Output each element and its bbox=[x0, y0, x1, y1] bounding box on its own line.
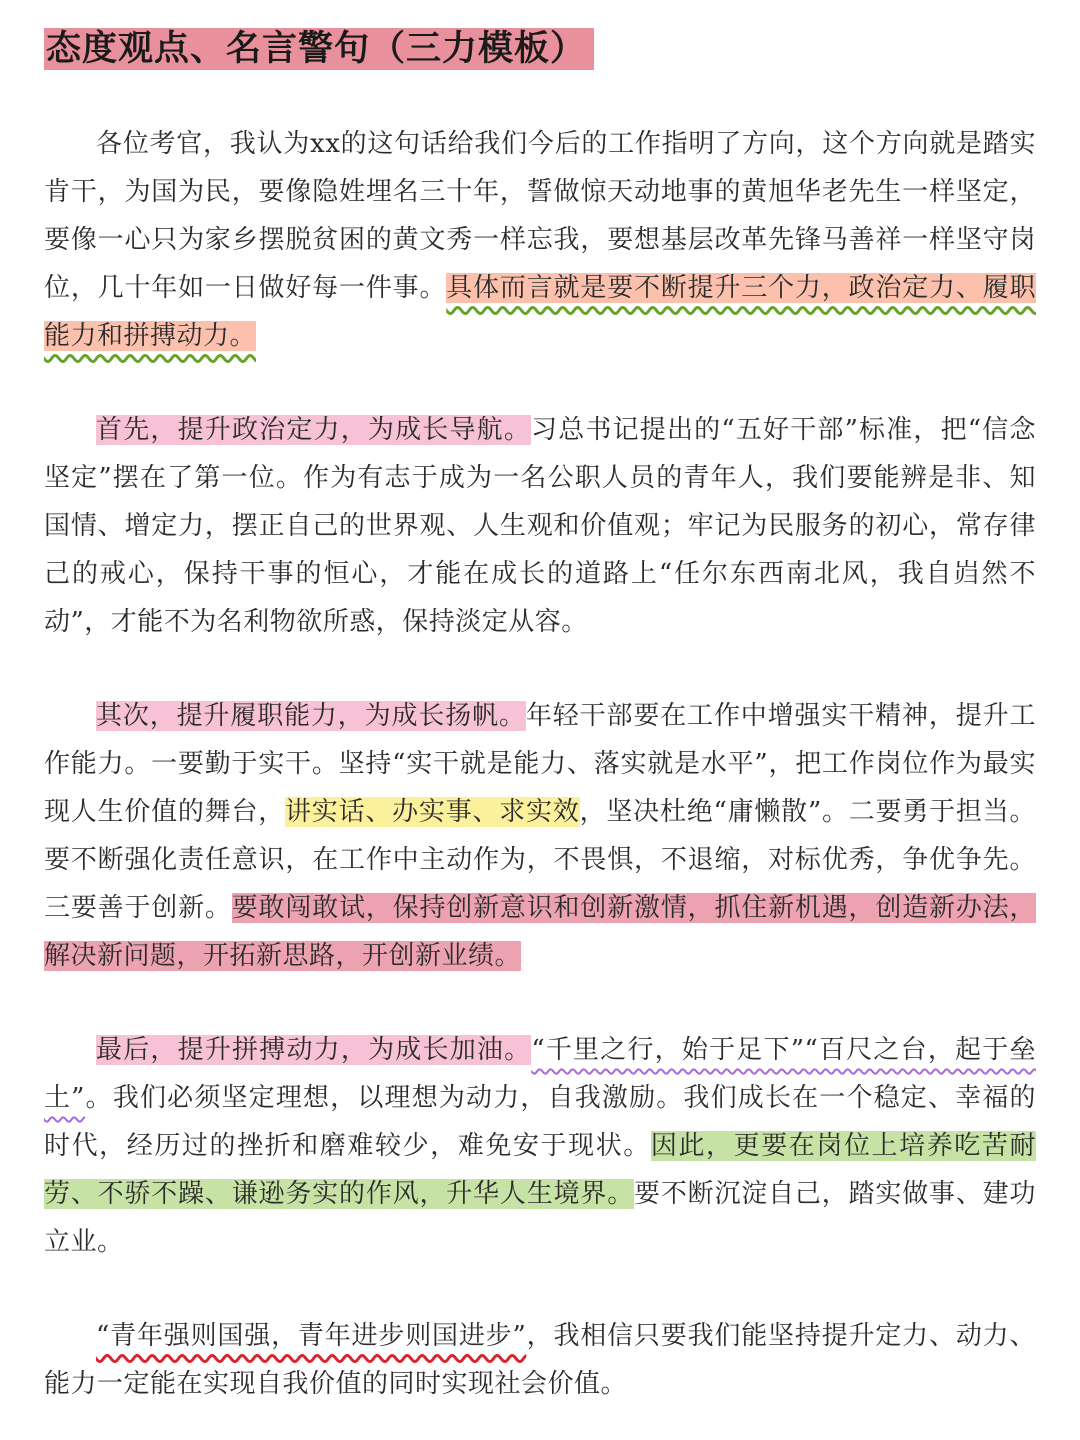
motivation-heading: 最后，提升拼搏动力，为成长加油。 bbox=[96, 1035, 532, 1065]
paragraph-conclusion bbox=[44, 1312, 1036, 1408]
conclusion-quote: “青年强则国强，青年进步则国进步” bbox=[96, 1321, 527, 1351]
motivation-quote: “千里之行，始于足下”“百尺之台，起于垒土” bbox=[44, 1035, 1036, 1113]
paragraph-intro bbox=[44, 120, 1036, 360]
ability-text-a: 年轻干部要在工作中增强实干精神，提升工作能力。一要勤于实干。坚持“实干就是能力、落实就是水平”，把工作岗位作为最实现人生价值的舞台， bbox=[44, 701, 1036, 827]
ability-heading: 其次，提升履职能力，为成长扬帆。 bbox=[96, 701, 526, 731]
intro-highlight: 具体而言就是要不断提升三个力，政治定力、履职能力和拼搏动力。 bbox=[44, 273, 1036, 351]
motivation-text-b: 要不断沉淀自己，踏实做事、建功立业。 bbox=[44, 1179, 1036, 1257]
paragraph-motivation bbox=[44, 1026, 1036, 1266]
page-title: 态度观点、名言警句（三力模板） bbox=[44, 28, 594, 70]
motivation-text-a: 。我们必须坚定理想，以理想为动力，自我激励。我们成长在一个稳定、幸福的时代，经历过的挫折和磨难较少，难免安于现状。 bbox=[44, 1083, 1036, 1161]
paragraph-political bbox=[44, 406, 1036, 646]
paragraph-ability bbox=[44, 692, 1036, 980]
ability-highlight-rose: 要敢闯敢试，保持创新意识和创新激情，抓住新机遇，创造新办法，解决新问题，开拓新思路，开创新业绩。 bbox=[44, 893, 1036, 971]
ability-highlight-yellow: 讲实话、办实事、求实效 bbox=[285, 797, 580, 827]
motivation-highlight-green: 因此，更要在岗位上培养吃苦耐劳、不骄不躁、谦逊务实的作风，升华人生境界。 bbox=[44, 1131, 1036, 1209]
intro-text: 各位考官，我认为xx的这句话给我们今后的工作指明了方向，这个方向就是踏实肯干，为国为民，要像隐姓埋名三十年，誓做惊天动地事的黄旭华老先生一样坚定，要像一心只为家乡摆脱贫困的黄文秀一样忘我，要想基层改革先锋马善祥一样坚守岗位，几十年如一日做好每一件事。 bbox=[44, 129, 1036, 303]
political-heading: 首先，提升政治定力，为成长导航。 bbox=[96, 415, 532, 445]
political-text: 习总书记提出的“五好干部”标准，把“信念坚定”摆在了第一位。作为有志于成为一名公职人员的青年人，我们要能辨是非、知国情、增定力，摆正自己的世界观、人生观和价值观；牢记为民服务的初心，常存律己的戒心，保持干事的恒心，才能在成长的道路上“任尔东西南北风，我自岿然不动”，才能不为名利物欲所惑，保持淡定从容。 bbox=[44, 415, 1036, 637]
conclusion-text: ，我相信只要我们能坚持提升定力、动力、能力一定能在实现自我价值的同时实现社会价值。 bbox=[44, 1321, 1036, 1399]
ability-text-b: ，坚决杜绝“庸懒散”。二要勇于担当。要不断强化责任意识，在工作中主动作为，不畏惧，不退缩，对标优秀，争优争先。三要善于创新。 bbox=[44, 797, 1036, 923]
title-block bbox=[44, 28, 1036, 70]
